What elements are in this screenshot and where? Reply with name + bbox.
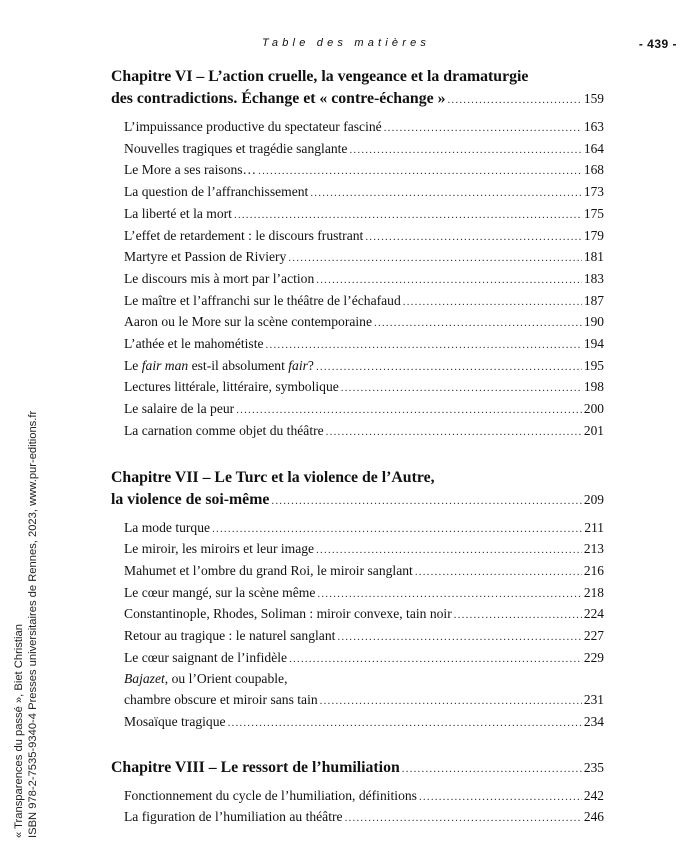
toc-entry[interactable]	[111, 539, 604, 561]
entry-page-number: 200	[583, 401, 604, 417]
chapter-6-title-line-2[interactable]	[111, 88, 604, 111]
toc-entry[interactable]	[111, 421, 604, 443]
dot-leader	[228, 713, 582, 734]
entry-text: Le discours mis à mort par l’action	[124, 270, 315, 286]
entry-text: Aaron ou le More sur la scène contemporaine	[124, 314, 372, 330]
entry-text: Fonctionnement du cycle de l’humiliation, définitions	[124, 787, 417, 803]
entry-page-number: 195	[583, 357, 604, 373]
toc-entry[interactable]	[111, 269, 604, 291]
toc-entry[interactable]	[111, 712, 604, 734]
running-head	[0, 37, 700, 53]
toc-entry[interactable]	[111, 291, 604, 313]
side-note-line-2: ISBN 978-2-7535-9340-4 Presses universitaires de Rennes, 2023, www.pur-editions.fr	[27, 410, 39, 838]
running-title: Table des matières	[262, 37, 431, 49]
toc-entry[interactable]	[111, 807, 604, 829]
entry-text: La figuration de l’humiliation au théâtre	[124, 809, 343, 825]
copyright-side-note	[12, 398, 40, 838]
entry-page-number: 216	[583, 562, 604, 578]
dot-leader	[365, 227, 582, 248]
toc-entry[interactable]	[111, 334, 604, 356]
entry-page-number: 224	[583, 606, 604, 622]
dot-leader	[288, 248, 582, 269]
entry-page-number: 179	[583, 227, 604, 243]
toc-entry[interactable]	[111, 583, 604, 605]
dot-leader	[374, 313, 582, 334]
dot-leader	[419, 787, 582, 808]
toc-entry[interactable]	[111, 356, 604, 378]
entry-text: Nouvelles tragiques et tragédie sanglante	[124, 140, 348, 156]
toc-entry-line-1[interactable]	[111, 669, 604, 690]
toc-entry[interactable]	[111, 204, 604, 226]
dot-leader	[447, 89, 581, 111]
dot-leader	[258, 161, 582, 182]
entry-page-number: 194	[583, 336, 604, 352]
toc-entry-line-2[interactable]	[111, 690, 604, 712]
entry-page-number: 218	[583, 584, 604, 600]
entry-page-number: 234	[583, 713, 604, 729]
chapter-8	[111, 757, 604, 829]
chapter-title-text: des contradictions. Échange et « contre-échange »	[111, 90, 446, 107]
chapter-6-title-line-1[interactable]	[111, 66, 604, 88]
entry-page-number: 175	[583, 205, 604, 221]
entry-page-number: 163	[583, 119, 604, 134]
entry-page-number: 164	[583, 140, 604, 156]
toc-entry[interactable]	[111, 226, 604, 248]
entry-page-number: 201	[583, 422, 604, 438]
entry-page-number: 213	[583, 541, 604, 557]
dot-leader	[454, 605, 582, 626]
entry-text: Le salaire de la peur	[124, 401, 235, 417]
dot-leader	[345, 808, 582, 829]
chapter-title-text: Chapitre VIII – Le ressort de l’humiliation	[111, 758, 400, 776]
dot-leader	[266, 335, 582, 356]
chapter-title-text: Chapitre VII – Le Turc et la violence de l’Autre,	[111, 468, 435, 486]
dot-leader	[326, 422, 582, 443]
entry-text-italic: fair	[288, 357, 308, 373]
entry-page-number: 168	[583, 162, 604, 178]
chapter-page-number: 209	[583, 491, 604, 507]
chapter-title-text: la violence de soi-même	[111, 490, 270, 508]
dot-leader	[236, 400, 582, 421]
chapter-8-title[interactable]	[111, 757, 604, 780]
entry-text: Martyre et Passion de Riviery	[124, 249, 287, 265]
entry-text: Le cœur saignant de l’infidèle	[124, 649, 288, 665]
entry-text: Constantinople, Rhodes, Soliman : miroir convexe, tain noir	[124, 606, 452, 622]
entry-page-number: 173	[583, 184, 604, 200]
entry-text: Mahumet et l’ombre du grand Roi, le miroir sanglant	[124, 562, 413, 578]
toc-entry[interactable]	[111, 377, 604, 399]
entry-page-number: 211	[584, 519, 604, 535]
entry-text: chambre obscure et miroir sans tain	[124, 692, 318, 708]
entry-page-number: 181	[583, 249, 604, 265]
chapter-7-title-line-1[interactable]	[111, 467, 604, 489]
entry-text-italic: Bajazet	[124, 671, 165, 687]
toc-entry[interactable]	[111, 399, 604, 421]
entry-text-part: ?	[307, 357, 314, 373]
entry-text: Le miroir, les miroirs et leur image	[124, 541, 315, 557]
chapter-page-number: 235	[583, 759, 604, 775]
entry-text: Le maître et l’affranchi sur le théâtre de l’échafaud	[124, 292, 401, 308]
dot-leader	[349, 140, 581, 161]
section-spacer	[111, 742, 604, 757]
entry-text: Lectures littérale, littéraire, symbolique	[124, 379, 339, 395]
entry-text: Le More a ses raisons…	[124, 162, 257, 178]
dot-leader	[384, 118, 582, 139]
toc-entry[interactable]	[111, 561, 604, 583]
toc-entry[interactable]	[111, 312, 604, 334]
entry-page-number: 231	[583, 692, 604, 708]
dot-leader	[415, 562, 582, 583]
dot-leader	[234, 205, 582, 226]
entry-text-part: est-il absolument	[188, 357, 289, 373]
page-number: - 439 -	[638, 37, 677, 51]
dot-leader	[310, 183, 582, 204]
entry-text-part: , ou l’Orient coupable,	[164, 671, 288, 687]
toc-entry[interactable]	[111, 247, 604, 269]
dot-leader	[289, 649, 582, 670]
entry-page-number: 242	[583, 787, 604, 803]
entry-text: La carnation comme objet du théâtre	[124, 422, 324, 438]
entry-text: L’athée et le mahométiste	[124, 336, 264, 352]
dot-leader	[403, 292, 582, 313]
entry-page-number: 227	[583, 628, 604, 644]
dot-leader	[317, 584, 582, 605]
entry-text: Mosaïque tragique	[124, 713, 226, 729]
entry-page-number: 183	[583, 270, 604, 286]
toc-entry[interactable]	[111, 182, 604, 204]
toc-entry[interactable]	[111, 117, 604, 139]
entry-text: La mode turque	[124, 519, 211, 535]
dot-leader	[316, 357, 582, 378]
toc-entry[interactable]	[111, 604, 604, 626]
section-spacer	[111, 451, 604, 467]
entry-page-number: 190	[583, 314, 604, 330]
dot-leader	[402, 758, 582, 780]
entry-text: La liberté et la mort	[124, 205, 232, 221]
entry-text-part: Le	[124, 357, 142, 373]
entry-page-number: 229	[583, 649, 604, 665]
side-note-line-1: « Transparences du passé », Biet Christian	[13, 624, 25, 838]
dot-leader	[316, 270, 582, 291]
chapter-7-title-line-2[interactable]	[111, 489, 604, 512]
chapter-title-text: Chapitre VI – L’action cruelle, la vengeance et la dramaturgie	[111, 68, 529, 85]
entry-text: L’impuissance productive du spectateur fasciné	[124, 119, 382, 134]
toc-entry[interactable]	[111, 160, 604, 182]
entry-text	[124, 669, 287, 690]
table-of-contents	[111, 66, 604, 837]
dot-leader	[271, 490, 582, 512]
dot-leader	[316, 540, 582, 561]
toc-entry[interactable]	[111, 518, 604, 540]
entry-text-italic: fair man	[141, 357, 189, 373]
entry-text	[124, 356, 314, 377]
toc-entry[interactable]	[111, 626, 604, 648]
toc-entry[interactable]	[111, 648, 604, 670]
toc-entry[interactable]	[111, 786, 604, 808]
entry-page-number: 246	[583, 809, 604, 825]
dot-leader	[337, 627, 582, 648]
dot-leader	[341, 378, 582, 399]
entry-text: L’effet de retardement : le discours frustrant	[124, 227, 364, 243]
entry-text: La question de l’affranchissement	[124, 184, 309, 200]
entry-text: Le cœur mangé, sur la scène même	[124, 584, 316, 600]
entry-page-number: 187	[583, 292, 604, 308]
toc-entry[interactable]	[111, 139, 604, 161]
chapter-6	[111, 66, 604, 443]
chapter-page-number: 159	[583, 91, 604, 106]
entry-text: Retour au tragique : le naturel sanglant	[124, 628, 336, 644]
entry-page-number: 198	[583, 379, 604, 395]
chapter-7	[111, 467, 604, 734]
dot-leader	[320, 691, 582, 712]
dot-leader	[212, 519, 582, 540]
